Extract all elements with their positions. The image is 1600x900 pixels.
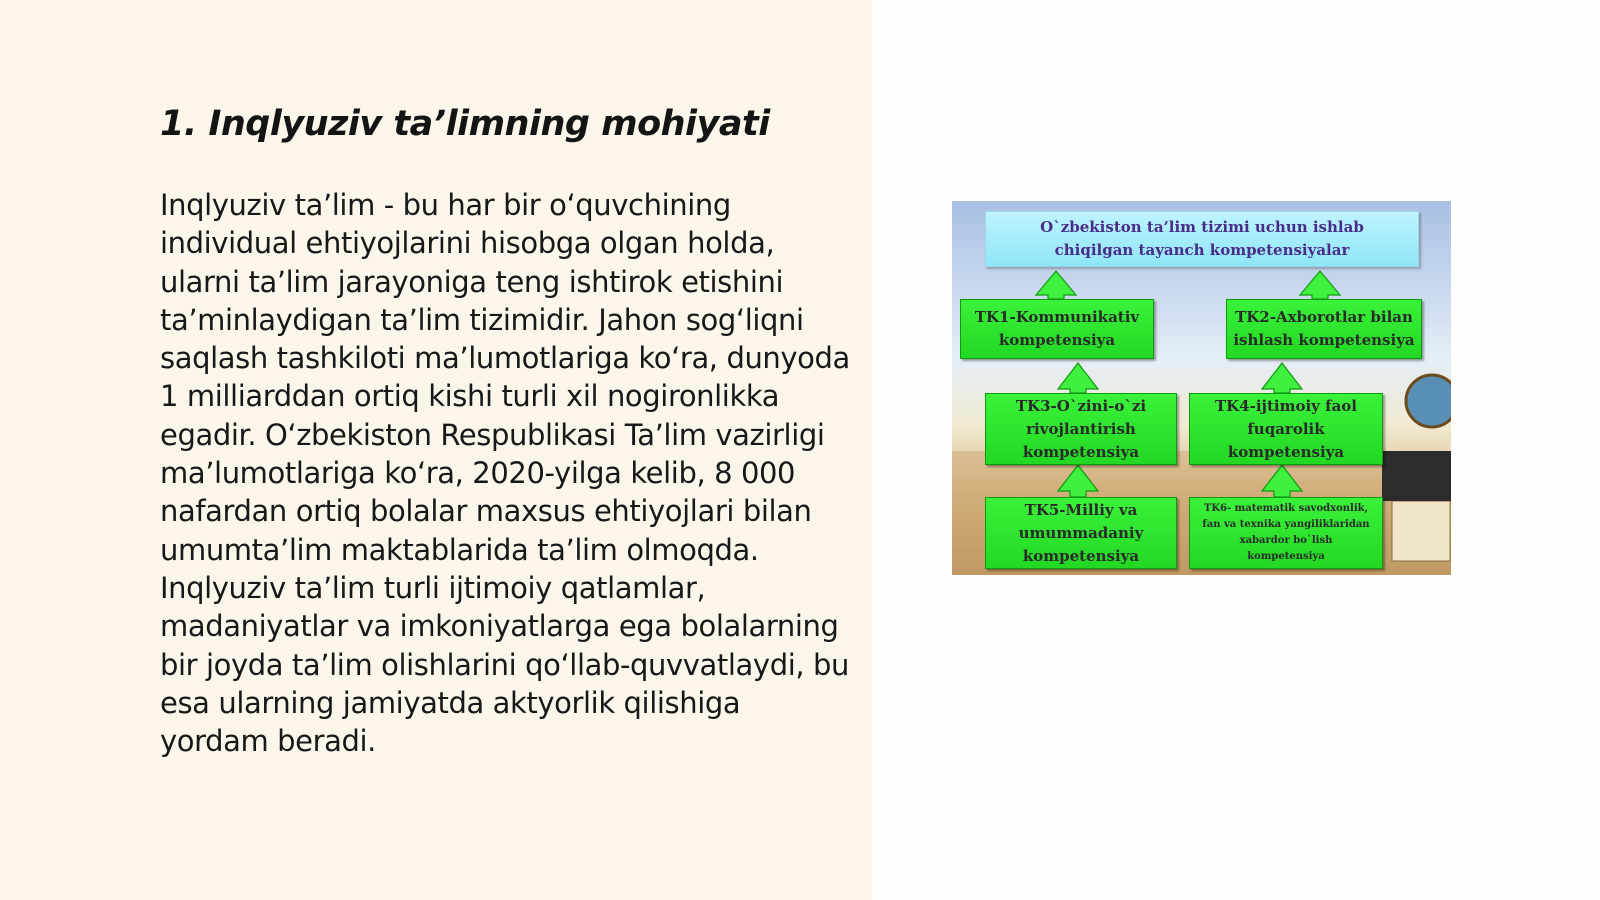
diagram-box-tk2: TK2-Axborotlar bilan ishlash kompetensiya bbox=[1226, 299, 1422, 359]
blackboard-icon bbox=[1382, 451, 1451, 501]
diagram-box-tk1: TK1-Kommunikativ kompetensiya bbox=[960, 299, 1154, 359]
slide-body-text: Inqlyuziv ta’lim - bu har bir o‘quvchining individual ehtiyojlarini hisobga olgan holda, ularni ta’lim jarayoniga teng ishtirok etishini ta’minlaydigan ta’lim tizimidir. Jahon sog‘liqni saqlash tashkiloti ma’lumotlariga ko‘ra, dunyoda 1 milliarddan ortiq kishi turli xil nogironlikka egadir. O‘zbekiston Respublikasi Ta’lim vazirligi ma’lumotlariga ko‘ra, 2020-yilga kelib, 8 000 nafardan ortiq bolalar maxsus ehtiyojlari bilan umumta’lim maktablarida ta’lim olmoqda. Inqlyuziv ta’lim turli ijtimoiy qatlamlar, madaniyatlar va imkoniyatlarga ega bolalarning bir joyda ta’lim olishlarini qo‘llab-quvvatlaydi, bu esa ularning jamiyatda aktyorlik qilishiga yordam beradi. bbox=[160, 188, 850, 759]
book-icon bbox=[1392, 501, 1450, 561]
diagram-box-tk5: TK5-Milliy va umummadaniy kompetensiya bbox=[985, 497, 1177, 569]
globe-icon bbox=[1406, 375, 1451, 427]
competency-diagram-image bbox=[952, 201, 1451, 575]
diagram-top-box: O`zbekiston ta’lim tizimi uchun ishlab chiqilgan tayanch kompetensiyalar bbox=[985, 211, 1419, 267]
diagram-box-tk3: TK3-O`zini-o`zi rivojlantirish kompetensiya bbox=[985, 393, 1177, 465]
diagram-box-tk4: TK4-ijtimoiy faol fuqarolik kompetensiya bbox=[1189, 393, 1383, 465]
diagram-box-tk6: TK6- matematik savodxonlik, fan va texnika yangiliklaridan xabardor bo`lish kompetensiya bbox=[1189, 497, 1383, 569]
slide-title: 1. Inqlyuziv ta’limning mohiyati bbox=[160, 104, 770, 144]
